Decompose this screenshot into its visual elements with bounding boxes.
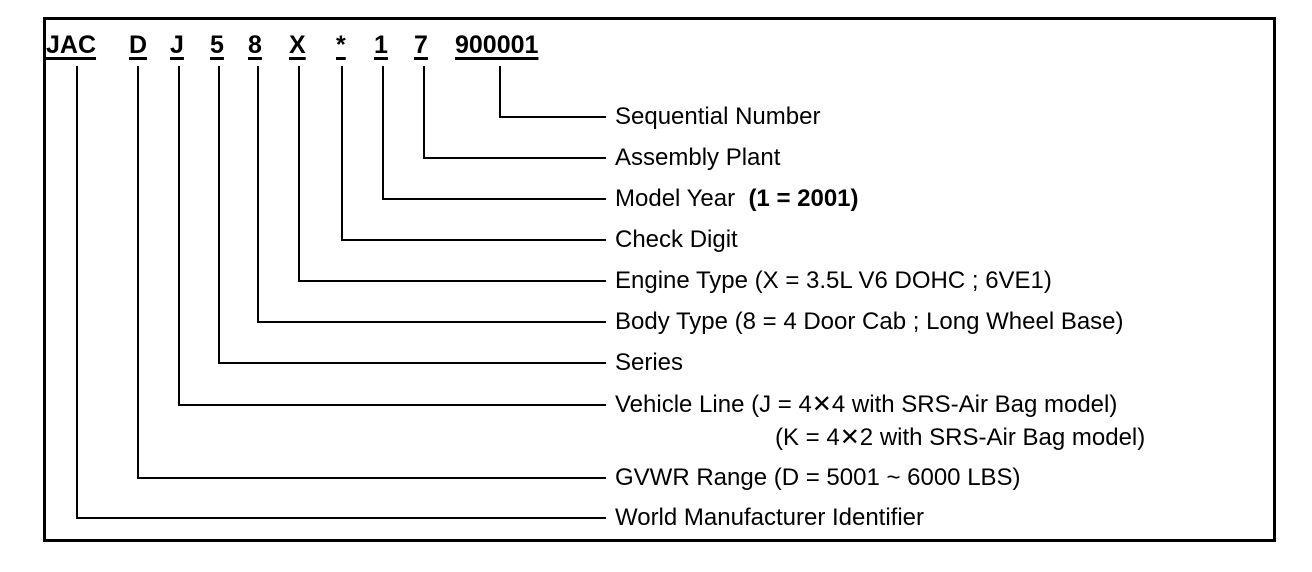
vin-code-plant: 7 (414, 31, 428, 59)
vin-code-sequential: 900001 (455, 31, 539, 59)
label-world-manufacturer: World Manufacturer Identifier (615, 504, 925, 531)
label-model-year: Model Year (615, 185, 736, 212)
label-model-year-row (615, 185, 859, 213)
label-engine-type: Engine Type (X = 3.5L V6 DOHC ; 6VE1) (615, 267, 1052, 294)
leader-check (342, 66, 606, 240)
label-vehicle-line-alt: (K = 4✕2 with SRS-Air Bag model) (775, 424, 1146, 451)
vin-code-series: 5 (210, 31, 224, 59)
leader-gvwr (138, 66, 606, 478)
label-vehicle-line: Vehicle Line (J = 4✕4 with SRS-Air Bag model) (615, 391, 1118, 418)
label-gvwr-range: GVWR Range (D = 5001 ~ 6000 LBS) (615, 464, 1021, 491)
vin-code-check: * (336, 31, 346, 59)
vin-code-year: 1 (374, 31, 388, 59)
leader-body (258, 66, 606, 322)
label-check-digit: Check Digit (615, 226, 738, 253)
vin-code-engine: X (289, 31, 306, 59)
vin-code-gvwr: D (129, 31, 148, 59)
leader-engine (299, 66, 606, 281)
leader-series (219, 66, 606, 363)
label-assembly-plant: Assembly Plant (615, 144, 781, 171)
label-model-year-note: (1 = 2001) (748, 185, 859, 212)
vin-code-body: 8 (248, 31, 262, 59)
vin-code-line: J (170, 31, 184, 59)
label-series: Series (615, 349, 684, 376)
leader-plant (424, 66, 606, 158)
vin-code-wmi: JAC (46, 31, 97, 59)
label-sequential-number: Sequential Number (615, 103, 821, 130)
label-body-type: Body Type (8 = 4 Door Cab ; Long Wheel Base) (615, 308, 1124, 335)
leader-sequential (500, 66, 606, 117)
leader-year (383, 66, 606, 199)
